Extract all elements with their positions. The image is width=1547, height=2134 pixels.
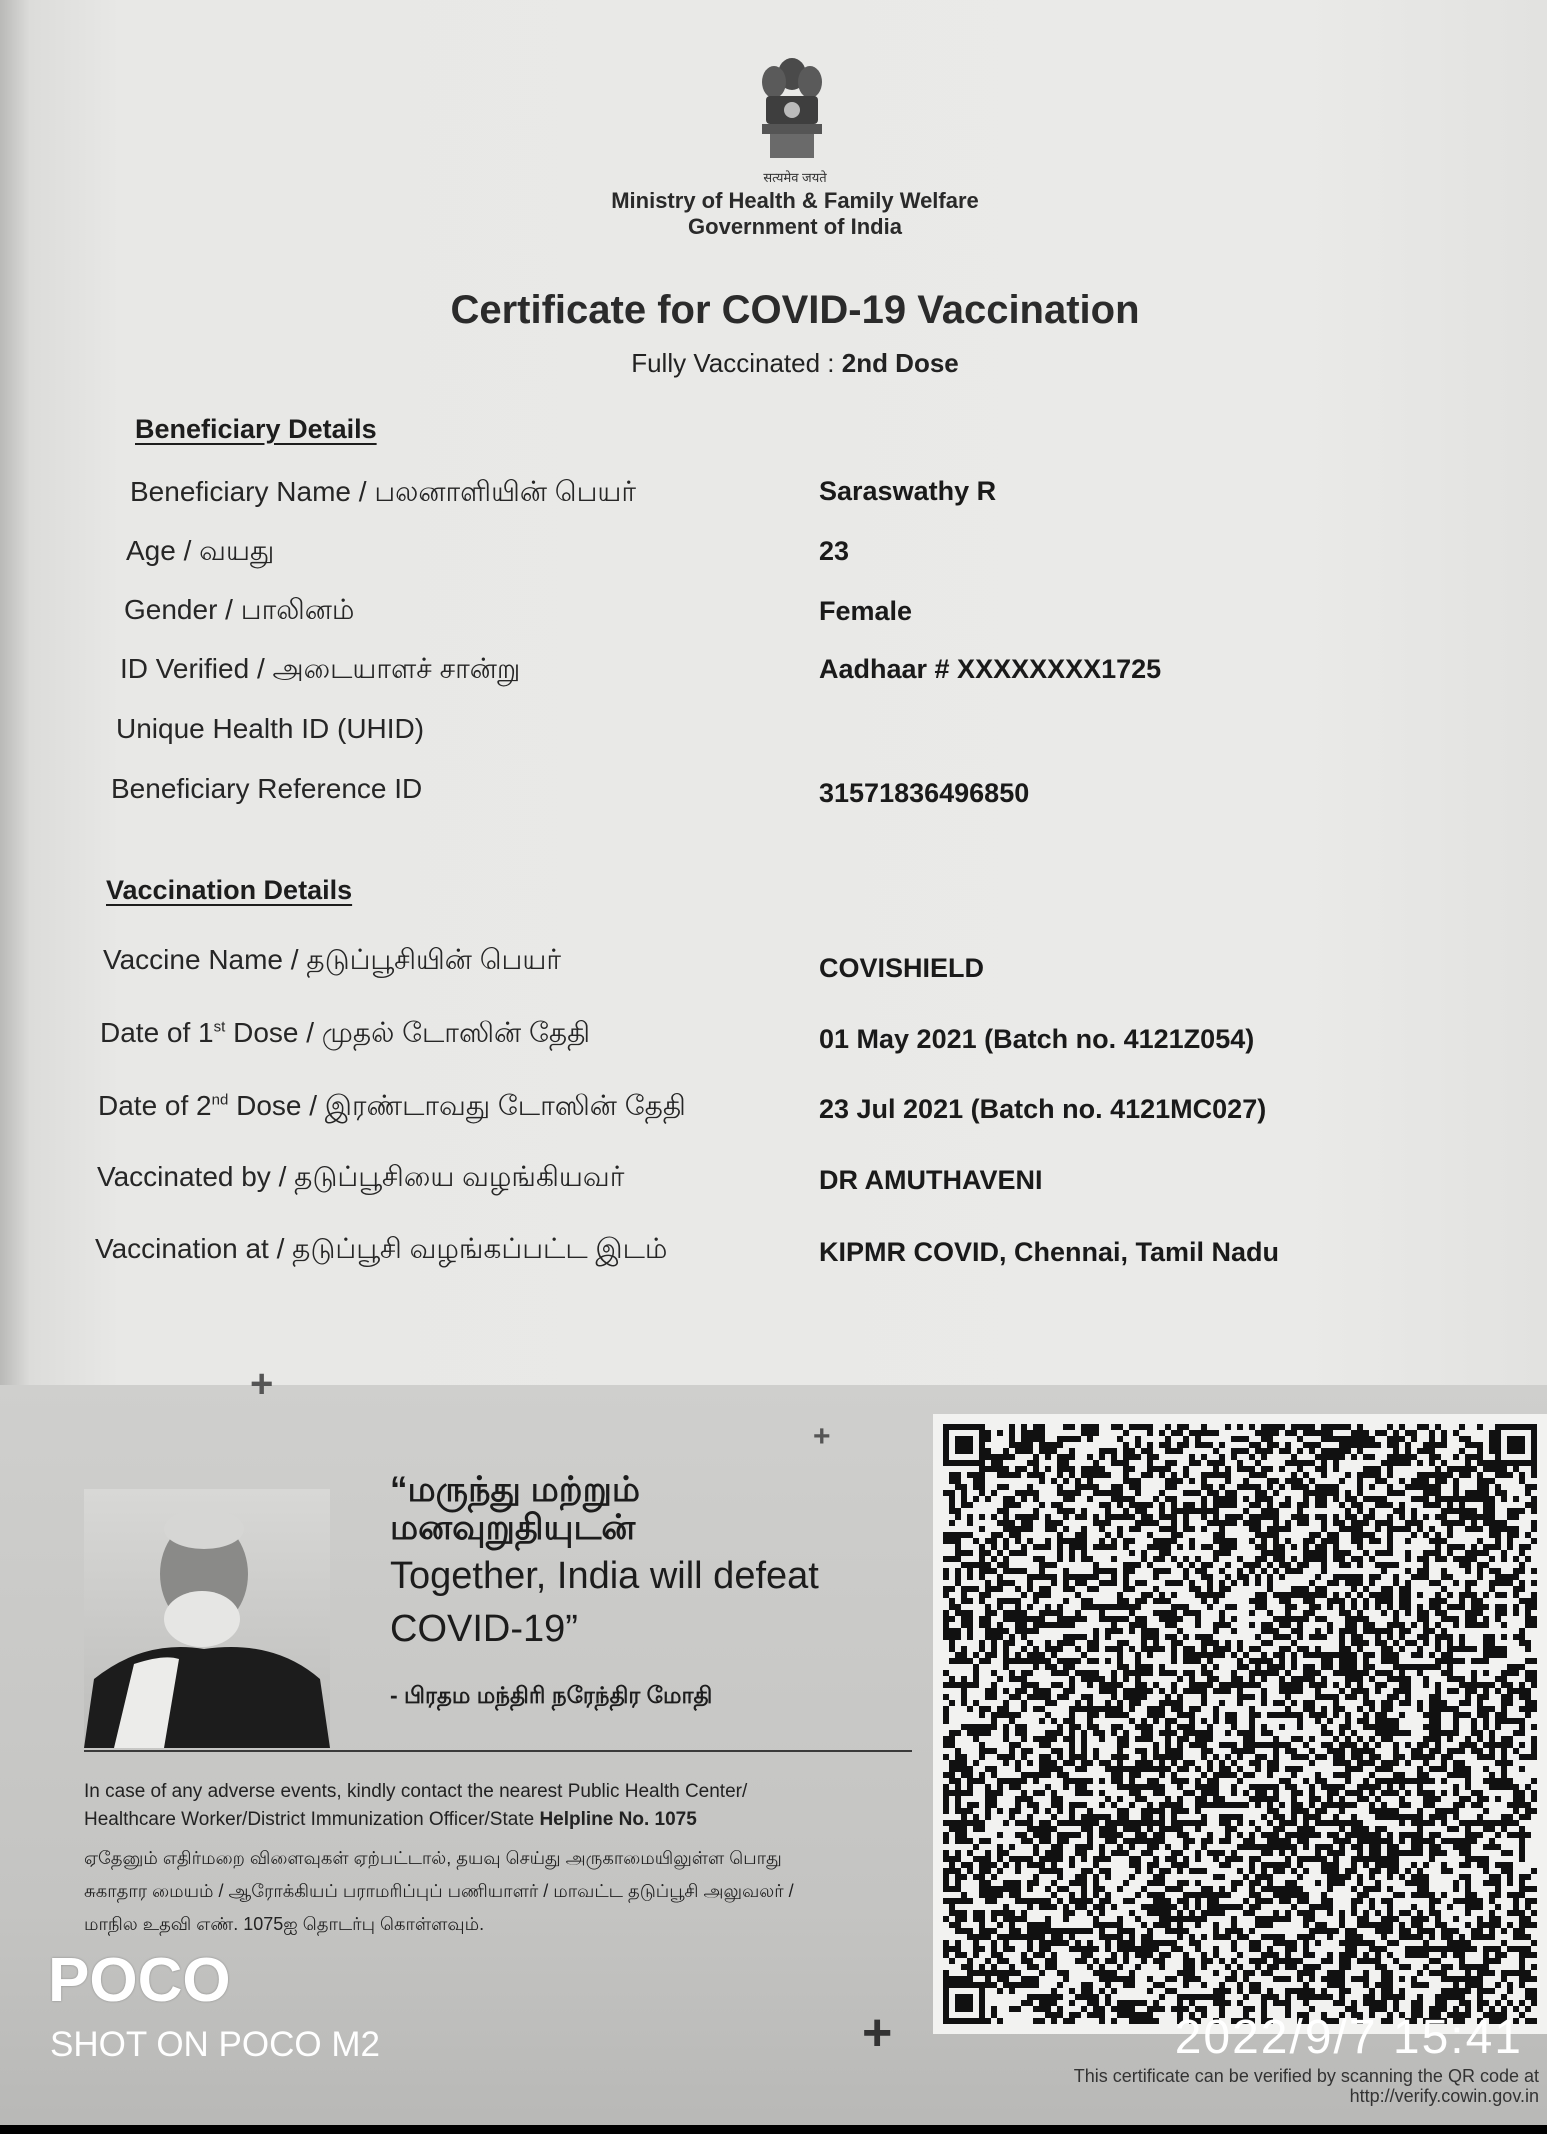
second-dose-label bbox=[98, 1090, 686, 1126]
quote-attribution: - பிரதம மந்திரி நரேந்திர மோதி bbox=[390, 1682, 713, 1708]
vaccinated-by-label: Vaccinated by / தடுப்பூசியை வழங்கியவர் bbox=[97, 1161, 625, 1192]
id-verified-label: ID Verified / அடையாளச் சான்று bbox=[120, 653, 521, 684]
uhid-label: Unique Health ID (UHID) bbox=[116, 713, 425, 744]
qr-finder-pattern bbox=[1495, 1424, 1537, 1466]
ministry-name: Ministry of Health & Family Welfare bbox=[611, 188, 979, 213]
quote-tamil-line-2: மனவுறுதியுடன் bbox=[390, 1508, 636, 1547]
gender-value: Female bbox=[819, 596, 913, 626]
beneficiary-name-label: Beneficiary Name / பலனாளியின் பெயர் bbox=[130, 476, 637, 507]
quote-english-line-1: Together, India will defeat bbox=[390, 1555, 819, 1597]
adverse-events-en-line-1: In case of any adverse events, kindly contact the nearest Public Health Center/ bbox=[84, 1781, 748, 1802]
id-verified-value: Aadhaar # XXXXXXXX1725 bbox=[819, 654, 1162, 684]
registration-mark-icon: + bbox=[813, 1420, 831, 1453]
dose-status: 2nd Dose bbox=[841, 348, 959, 378]
adverse-events-ta-line-2: சுகாதார மையம் / ஆரோக்கியப் பராமரிப்புப் பணியாளர் / மாவட்ட தடுப்பூசி அலுவலர் / bbox=[84, 1881, 794, 1901]
camera-brand-watermark: POCO bbox=[48, 1946, 231, 2015]
first-dose-label-rest: Dose / முதல் டோஸின் தேதி bbox=[225, 1017, 591, 1048]
adverse-events-text: Healthcare Worker/District Immunization Officer/State bbox=[84, 1809, 540, 1830]
vaccinated-by-value: DR AMUTHAVENI bbox=[819, 1165, 1043, 1195]
vaccination-at-value: KIPMR COVID, Chennai, Tamil Nadu bbox=[819, 1237, 1280, 1267]
first-dose-label-text: Date of 1 bbox=[100, 1017, 214, 1048]
bottom-black-bar bbox=[0, 2125, 1547, 2134]
gender-label: Gender / பாலினம் bbox=[124, 594, 355, 625]
second-dose-label-sup: nd bbox=[211, 1091, 229, 1109]
photo-timestamp: 2022/9/7 15:41 bbox=[1174, 2011, 1523, 2064]
national-emblem-icon bbox=[752, 52, 832, 170]
qr-modules bbox=[943, 1424, 1537, 2024]
quote-english-line-2: COVID-19” bbox=[390, 1608, 578, 1650]
beneficiary-name-value: Saraswathy R bbox=[819, 476, 997, 506]
government-name: Government of India bbox=[688, 214, 902, 239]
adverse-events-ta-line-1: ஏதேனும் எதிர்மறை விளைவுகள் ஏற்பட்டால், தயவு செய்து அருகாமையிலுள்ள பொது bbox=[84, 1848, 782, 1868]
certificate-title: Certificate for COVID-19 Vaccination bbox=[450, 288, 1140, 332]
subtitle-prefix: Fully Vaccinated : bbox=[631, 348, 842, 378]
certificate-subtitle bbox=[0, 348, 1547, 379]
age-value: 23 bbox=[819, 536, 850, 566]
vaccination-details-heading: Vaccination Details bbox=[106, 875, 353, 905]
camera-model-watermark: SHOT ON POCO M2 bbox=[50, 2025, 380, 2064]
prime-minister-photo bbox=[84, 1489, 330, 1748]
verification-note bbox=[1074, 2066, 1539, 2106]
adverse-events-en-line-2 bbox=[84, 1809, 697, 1831]
second-dose-label-rest: Dose / இரண்டாவது டோஸின் தேதி bbox=[228, 1090, 686, 1121]
age-label: Age / வயது bbox=[126, 535, 275, 566]
qr-code-container bbox=[933, 1414, 1547, 2034]
vaccine-name-label: Vaccine Name / தடுப்பூசியின் பெயர் bbox=[103, 944, 561, 975]
vaccine-name-value: COVISHIELD bbox=[819, 953, 985, 983]
adverse-events-ta-line-3: மாநில உதவி எண். 1075ஐ தொடர்பு கொள்ளவும். bbox=[84, 1914, 485, 1934]
qr-code bbox=[943, 1424, 1537, 2024]
beneficiary-details-heading: Beneficiary Details bbox=[135, 414, 377, 444]
emblem-motto: सत्यमेव जयते bbox=[763, 170, 827, 185]
first-dose-value: 01 May 2021 (Batch no. 4121Z054) bbox=[819, 1024, 1255, 1054]
helpline-number: Helpline No. 1075 bbox=[539, 1809, 697, 1830]
divider bbox=[84, 1750, 912, 1752]
portrait-icon bbox=[84, 1489, 330, 1748]
reference-id-label: Beneficiary Reference ID bbox=[111, 773, 423, 804]
second-dose-label-text: Date of 2 bbox=[98, 1090, 212, 1121]
verification-text: This certificate can be verified by scanning the QR code at bbox=[1073, 2066, 1539, 2086]
registration-mark-icon: + bbox=[862, 2004, 893, 2062]
second-dose-value: 23 Jul 2021 (Batch no. 4121MC027) bbox=[819, 1094, 1267, 1124]
qr-finder-pattern bbox=[943, 1982, 985, 2024]
qr-finder-pattern bbox=[943, 1424, 985, 1466]
registration-mark-icon: + bbox=[250, 1362, 274, 1406]
quote-tamil-line-1: “மருந்து மற்றும் bbox=[390, 1470, 641, 1509]
vaccination-at-label: Vaccination at / தடுப்பூசி வழங்கப்பட்ட இடம் bbox=[95, 1233, 668, 1264]
verification-url[interactable]: http://verify.cowin.gov.in bbox=[1349, 2086, 1539, 2106]
first-dose-label-sup: st bbox=[213, 1018, 226, 1036]
reference-id-value: 31571836496850 bbox=[819, 778, 1030, 808]
first-dose-label bbox=[100, 1017, 590, 1053]
